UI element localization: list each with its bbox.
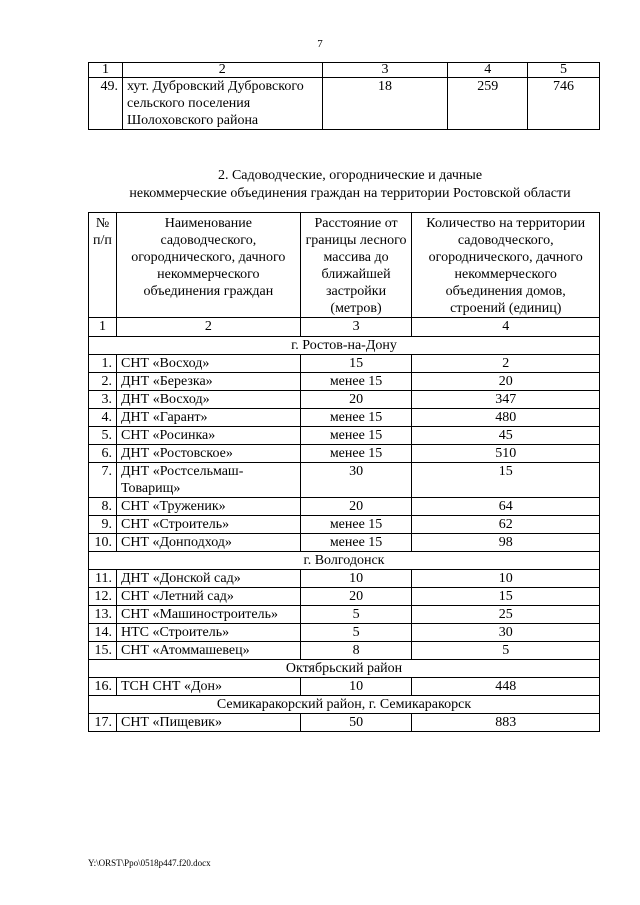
table-row [89,409,600,427]
count-value: 510 [412,445,600,463]
row-number: 9. [89,516,117,534]
header-cell: 4 [448,63,528,78]
count-value: 15 [412,463,600,498]
count-value: 25 [412,606,600,624]
row-number: 2. [89,373,117,391]
distance-value: менее 15 [300,516,412,534]
association-name: СНТ «Строитель» [116,516,300,534]
group-row [89,337,600,355]
table-row [89,445,600,463]
association-name: СНТ «Атоммашевец» [116,642,300,660]
distance-value: 8 [300,642,412,660]
distance-value: менее 15 [300,427,412,445]
distance-value: 10 [300,570,412,588]
count-value: 30 [412,624,600,642]
distance-value: 10 [300,678,412,696]
group-row [89,660,600,678]
group-title: Октябрьский район [89,660,600,678]
count-value: 347 [412,391,600,409]
association-name: НТС «Строитель» [116,624,300,642]
count-value: 20 [412,373,600,391]
table-row [89,588,600,606]
distance-value: менее 15 [300,534,412,552]
count-value: 64 [412,498,600,516]
distance-value: менее 15 [300,445,412,463]
associations-table [88,212,600,732]
distance-value: 20 [300,391,412,409]
value-cell: 18 [322,78,448,130]
count-value: 15 [412,588,600,606]
row-number: 13. [89,606,117,624]
count-value: 883 [412,714,600,732]
association-name: ДНТ «Донской сад» [116,570,300,588]
row-number: 4. [89,409,117,427]
association-name: ДНТ «Ростсельмаш-Товарищ» [116,463,300,498]
file-path: Y:\ORST\Ppo\0518p447.f20.docx [88,858,211,868]
column-number: 2 [116,318,300,337]
table-row [89,78,600,130]
header-distance: Расстояние от границы лесного массива до ближайшей застройки (метров) [300,213,412,318]
table-header-row [89,213,600,318]
header-num: № п/п [89,213,117,318]
row-number: 17. [89,714,117,732]
association-name: ДНТ «Ростовское» [116,445,300,463]
section-title-line: 2. Садоводческие, огороднические и дачные [217,168,483,183]
continuation-table [88,62,600,130]
row-number: 6. [89,445,117,463]
group-title: г. Ростов-на-Дону [89,337,600,355]
distance-value: 5 [300,624,412,642]
association-name: ТСН СНТ «Дон» [116,678,300,696]
count-value: 480 [412,409,600,427]
association-name: СНТ «Пищевик» [116,714,300,732]
table-row [89,427,600,445]
column-number: 4 [412,318,600,337]
distance-value: 5 [300,606,412,624]
table-row [89,373,600,391]
header-cell: 3 [322,63,448,78]
distance-value: менее 15 [300,373,412,391]
group-row [89,552,600,570]
group-title: г. Волгодонск [89,552,600,570]
table-row [89,391,600,409]
association-name: СНТ «Донподход» [116,534,300,552]
row-number: 8. [89,498,117,516]
row-number: 16. [89,678,117,696]
table-row [89,714,600,732]
association-name: СНТ «Росинка» [116,427,300,445]
count-value: 45 [412,427,600,445]
header-cell: 5 [528,63,600,78]
association-name: СНТ «Восход» [116,355,300,373]
row-number: 10. [89,534,117,552]
header-name: Наименование садоводческого, огороднического, дачного некоммерческого объединения граждан [116,213,300,318]
association-name: СНТ «Машиностроитель» [116,606,300,624]
association-name: ДНТ «Восход» [116,391,300,409]
row-number: 7. [89,463,117,498]
count-value: 5 [412,642,600,660]
table-header-row [89,63,600,78]
association-name: СНТ «Летний сад» [116,588,300,606]
table-row [89,570,600,588]
table-row [89,606,600,624]
header-count: Количество на территории садоводческого, огороднического, дачного некоммерческого объединения домов, строений (единиц) [412,213,600,318]
table-row [89,516,600,534]
row-number: 15. [89,642,117,660]
table-row [89,678,600,696]
value-cell: 259 [448,78,528,130]
group-title: Семикаракорский район, г. Семикаракорск [89,696,600,714]
column-number-row [89,318,600,337]
value-cell: 746 [528,78,600,130]
association-name: СНТ «Труженик» [116,498,300,516]
row-number: 1. [89,355,117,373]
count-value: 98 [412,534,600,552]
row-number: 3. [89,391,117,409]
count-value: 448 [412,678,600,696]
row-number: 49. [89,78,123,130]
group-row [89,696,600,714]
page-number: 7 [317,38,323,50]
count-value: 10 [412,570,600,588]
header-cell: 1 [89,63,123,78]
association-name: ДНТ «Березка» [116,373,300,391]
distance-value: 15 [300,355,412,373]
distance-value: 20 [300,588,412,606]
section-title [0,167,640,203]
settlement-name: хут. Дубровский Дубровского сельского поселения Шолоховского района [122,78,322,130]
table-row [89,624,600,642]
column-number: 1 [89,318,117,337]
distance-value: менее 15 [300,409,412,427]
distance-value: 20 [300,498,412,516]
association-name: ДНТ «Гарант» [116,409,300,427]
header-cell: 2 [122,63,322,78]
section-title-line: некоммерческие объединения граждан на территории Ростовской области [129,186,571,201]
table-row [89,463,600,498]
table-row [89,534,600,552]
table-row [89,498,600,516]
count-value: 62 [412,516,600,534]
distance-value: 50 [300,714,412,732]
row-number: 5. [89,427,117,445]
row-number: 12. [89,588,117,606]
count-value: 2 [412,355,600,373]
row-number: 11. [89,570,117,588]
row-number: 14. [89,624,117,642]
distance-value: 30 [300,463,412,498]
column-number: 3 [300,318,412,337]
table-row [89,355,600,373]
table-row [89,642,600,660]
